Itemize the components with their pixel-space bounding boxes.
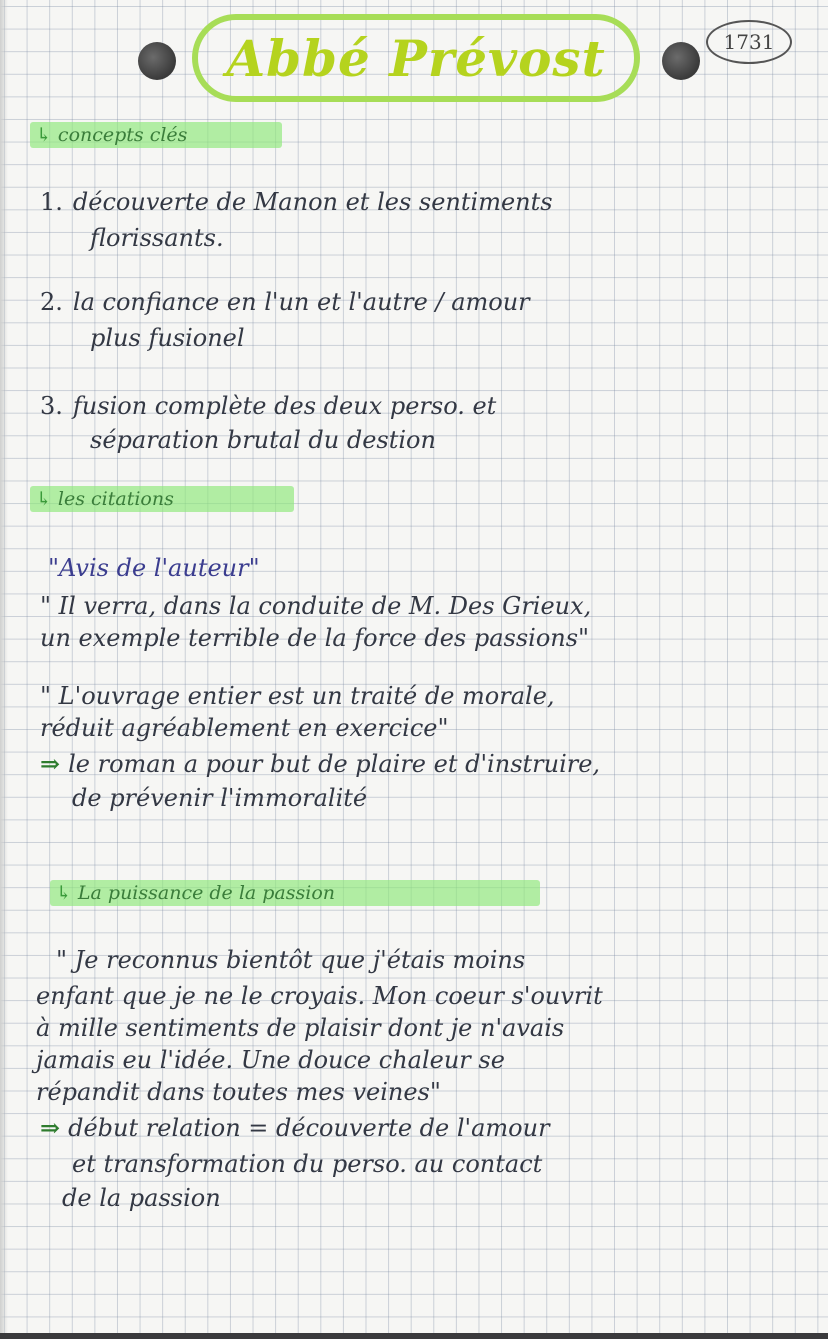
item-continuation: florissants. [90,224,224,252]
double-arrow-icon: ⇒ [40,749,61,778]
section-heading-label: les citations [57,488,174,510]
item-text: la confiance en l'un et l'autre / amour [72,288,530,316]
binder-hole-left [138,42,176,80]
quote-line: à mille sentiments de plaisir dont je n'avais [36,1014,565,1042]
quote-line: jamais eu l'idée. Une douce chaleur se [36,1046,505,1074]
item-text: fusion complète des deux perso. et [72,392,497,420]
analysis-line [40,749,601,778]
section-heading-label: concepts clés [57,124,188,146]
title-bubble [192,14,640,102]
page-edge [0,0,8,1339]
item-continuation: plus fusionel [90,324,245,352]
page-title: Abbé Prévost [226,28,606,88]
item-text: découverte de Manon et les sentiments [72,188,553,216]
quote-line: un exemple terrible de la force des passions" [40,624,590,652]
item-number: 2. [40,288,63,316]
year-badge: 1731 [706,20,792,64]
quote-line: " Je reconnus bientôt que j'étais moins [56,946,526,974]
quote-line: " L'ouvrage entier est un traité de morale, [40,682,555,710]
curved-arrow-icon: ↳ [36,488,52,510]
analysis-line: de prévenir l'immoralité [72,784,368,812]
citation-subtitle: "Avis de l'auteur" [48,554,260,582]
analysis-text: début relation = découverte de l'amour [68,1114,550,1142]
quote-line: enfant que je ne le croyais. Mon coeur s'ouvrit [36,982,603,1010]
analysis-line: de la passion [62,1184,221,1212]
analysis-line [40,1113,550,1142]
curved-arrow-icon: ↳ [56,882,72,904]
section-heading-label: La puissance de la passion [77,882,336,904]
list-item [40,394,496,418]
quote-line: répandit dans toutes mes veines" [36,1078,441,1106]
item-continuation: séparation brutal du destion [90,426,436,454]
curved-arrow-icon: ↳ [36,124,52,146]
page-bottom-edge [0,1333,828,1339]
section-heading-passion [50,880,540,906]
double-arrow-icon: ⇒ [40,1113,61,1142]
quote-line: réduit agréablement en exercice" [40,714,449,742]
item-number: 3. [40,392,63,420]
section-heading-citations [30,486,294,512]
list-item [40,290,530,314]
item-number: 1. [40,188,63,216]
analysis-line: et transformation du perso. au contact [72,1150,543,1178]
quote-line: " Il verra, dans la conduite de M. Des Grieux, [40,592,592,620]
analysis-text: le roman a pour but de plaire et d'instruire, [68,750,601,778]
binder-hole-right [662,42,700,80]
list-item [40,190,553,214]
section-heading-concepts [30,122,282,148]
